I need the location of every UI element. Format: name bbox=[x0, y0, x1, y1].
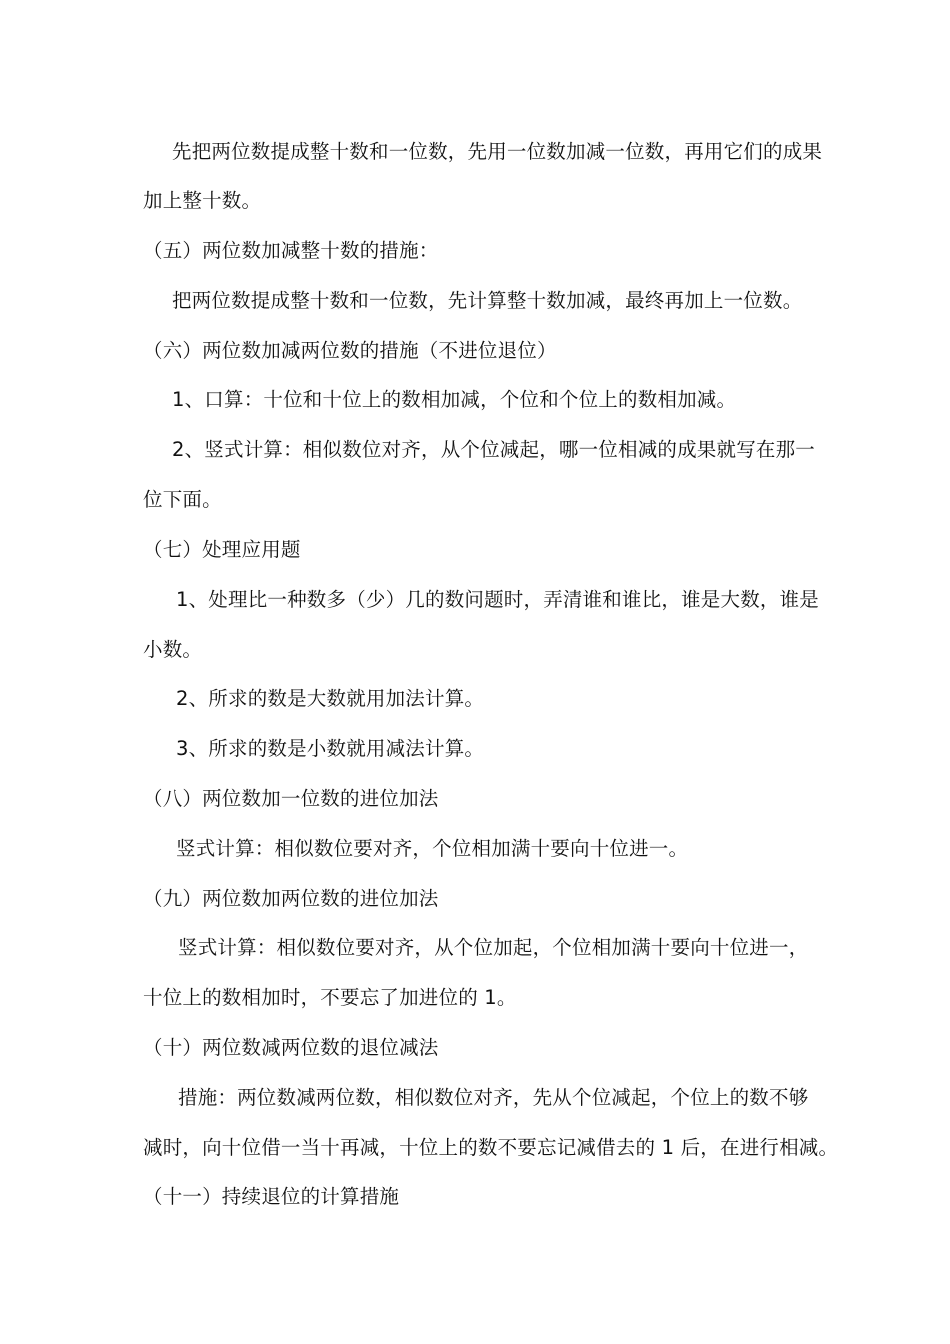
section-heading: （六）两位数加减两位数的措施（不进位退位） bbox=[143, 339, 557, 362]
paragraph-line: 加上整十数。 bbox=[143, 189, 262, 212]
paragraph-line: 把两位数提成整十数和一位数，先计算整十数加减，最终再加上一位数。 bbox=[172, 289, 803, 312]
paragraph-line: 十位上的数相加时，不要忘了加进位的 1。 bbox=[143, 986, 517, 1009]
section-heading: （十）两位数减两位数的退位减法 bbox=[143, 1036, 439, 1059]
paragraph-line: 减时，向十位借一当十再减，十位上的数不要忘记减借去的 1 后，在进行相减。 bbox=[143, 1136, 839, 1159]
paragraph-line: 措施：两位数减两位数，相似数位对齐，先从个位减起，个位上的数不够 bbox=[178, 1086, 809, 1109]
section-heading: （五）两位数加减整十数的措施： bbox=[143, 239, 439, 262]
paragraph-line: 竖式计算：相似数位要对齐，从个位加起，个位相加满十要向十位进一， bbox=[178, 936, 809, 959]
section-heading: （十一）持续退位的计算措施 bbox=[143, 1185, 400, 1208]
list-item: 2、竖式计算：相似数位对齐，从个位减起，哪一位相减的成果就写在那一 bbox=[172, 438, 816, 461]
paragraph-line: 竖式计算：相似数位要对齐，个位相加满十要向十位进一。 bbox=[176, 837, 689, 860]
paragraph-line: 位下面。 bbox=[143, 488, 222, 511]
section-heading: （七）处理应用题 bbox=[143, 538, 301, 561]
list-item: 3、所求的数是小数就用减法计算。 bbox=[176, 737, 485, 760]
paragraph-line: 小数。 bbox=[143, 638, 203, 661]
section-heading: （九）两位数加两位数的进位加法 bbox=[143, 887, 439, 910]
paragraph-line: 先把两位数提成整十数和一位数，先用一位数加减一位数，再用它们的成果 bbox=[172, 140, 823, 163]
list-item: 2、所求的数是大数就用加法计算。 bbox=[176, 687, 485, 710]
list-item: 1、口算：十位和十位上的数相加减，个位和个位上的数相加减。 bbox=[172, 388, 737, 411]
list-item: 1、处理比一种数多（少）几的数问题时，弄清谁和谁比，谁是大数，谁是 bbox=[176, 588, 820, 611]
section-heading: （八）两位数加一位数的进位加法 bbox=[143, 787, 439, 810]
